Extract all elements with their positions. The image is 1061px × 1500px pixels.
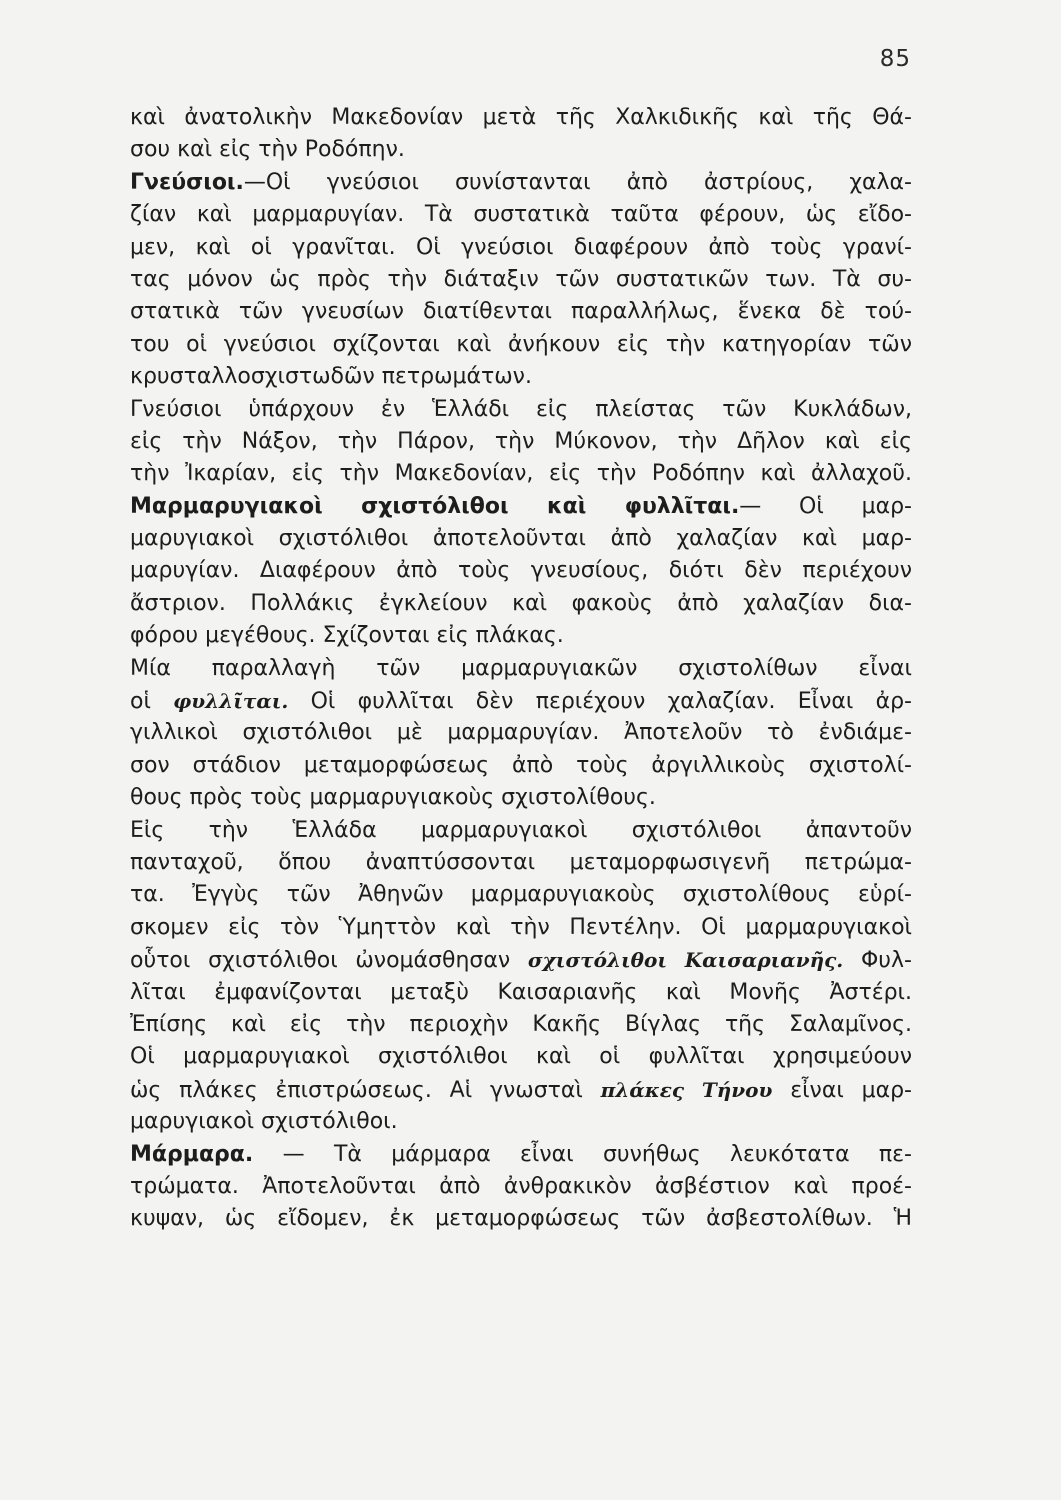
text-run: κρυσταλλοσχιστωδῶν πετρωμάτων. xyxy=(130,364,532,390)
text-line xyxy=(130,847,912,879)
text-line xyxy=(130,264,912,296)
text-line xyxy=(130,329,912,361)
text-run: —Οἱ γνεύσιοι συνίστανται ἀπὸ ἀστρίους, χαλα- xyxy=(243,169,912,195)
text-run: κυψαν, ὡς εἴδομεν, ἐκ μεταμορφώσεως τῶν ἀσβεστολίθων. Ἡ xyxy=(130,1206,912,1232)
text-line xyxy=(130,1106,912,1138)
text-run: εἰς τὴν Νάξον, τὴν Πάρον, τὴν Μύκονον, τὴν Δῆλον καὶ εἰς xyxy=(130,428,912,454)
text-line xyxy=(130,1139,912,1171)
text-run: Γνεύσιοι ὑπάρχουν ἐν Ἑλλάδι εἰς πλείστας τῶν Κυκλάδων, xyxy=(130,396,912,422)
text-line xyxy=(130,685,912,717)
text-run: μαρυγίαν. Διαφέρουν ἀπὸ τοὺς γνευσίους, διότι δὲν περιέχουν xyxy=(130,558,912,584)
text-run: καὶ ἀνατολικὴν Μακεδονίαν μετὰ τῆς Χαλκιδικῆς καὶ τῆς Θά- xyxy=(130,105,912,130)
text-run: σου καὶ εἰς τὴν Ροδόπην. xyxy=(130,137,405,163)
text-run: οὗτοι σχιστόλιθοι ὠνομάσθησαν xyxy=(130,948,528,974)
section-heading: Μάρμαρα. xyxy=(130,1141,254,1167)
page-number: 85 xyxy=(879,46,911,72)
text-line xyxy=(130,815,912,847)
text-run: σον στάδιον μεταμορφώσεως ἀπὸ τοὺς ἀργιλλικοὺς σχιστολί- xyxy=(130,752,912,778)
text-run: τα. Ἐγγὺς τῶν Ἀθηνῶν μαρμαρυγιακοὺς σχιστολίθους εὑρί- xyxy=(130,882,912,908)
text-line xyxy=(130,944,912,976)
text-line xyxy=(130,523,912,555)
text-line xyxy=(130,458,912,490)
text-line xyxy=(130,750,912,782)
text-run: Οἱ φυλλῖται δὲν περιέχουν χαλαζίαν. Εἶναι ἀρ- xyxy=(288,689,912,715)
text-run: φόρου μεγέθους. Σχίζονται εἰς πλάκας. xyxy=(130,623,564,649)
text-line xyxy=(130,199,912,231)
text-run: ζίαν καὶ μαρμαρυγίαν. Τὰ συστατικὰ ταῦτα φέρουν, ὡς εἴδο- xyxy=(130,202,912,228)
text-line xyxy=(130,296,912,328)
text-body xyxy=(130,102,912,1236)
text-run: πανταχοῦ, ὅπου ἀναπτύσσονται μεταμορφωσιγενῆ πετρώμα- xyxy=(130,849,912,875)
text-line xyxy=(130,426,912,458)
text-run: μαρυγιακοὶ σχιστόλιθοι. xyxy=(130,1109,398,1135)
text-run: — Οἱ μαρ- xyxy=(739,493,912,519)
text-line xyxy=(130,1041,912,1073)
text-run: Εἰς τὴν Ἑλλάδα μαρμαρυγιακοὶ σχιστόλιθοι ἀπαντοῦν xyxy=(130,817,912,843)
text-run: εἶναι μαρ- xyxy=(772,1077,912,1103)
text-line xyxy=(130,491,912,523)
text-line xyxy=(130,134,912,166)
text-line xyxy=(130,977,912,1009)
text-run: μαρυγιακοὶ σχιστόλιθοι ἀποτελοῦνται ἀπὸ χαλαζίαν καὶ μαρ- xyxy=(130,526,912,552)
text-run: ὡς πλάκες ἐπιστρώσεως. Αἱ γνωσταὶ xyxy=(130,1077,601,1103)
text-run: γιλλικοὶ σχιστόλιθοι μὲ μαρμαρυγίαν. Ἀποτελοῦν τὸ ἐνδιάμε- xyxy=(130,720,912,746)
text-run: — Τὰ μάρμαρα εἶναι συνήθως λευκότατα πε- xyxy=(253,1141,912,1167)
text-line xyxy=(130,879,912,911)
section-heading: Γνεύσιοι. xyxy=(130,169,244,195)
text-line xyxy=(130,653,912,685)
text-run: λῖται ἐμφανίζονται μεταξὺ Καισαριανῆς καὶ Μονῆς Ἀστέρι. xyxy=(130,979,912,1005)
text-run: Ἐπίσης καὶ εἰς τὴν περιοχὴν Κακῆς Βίγλας τῆς Σαλαμῖνος. xyxy=(130,1011,912,1037)
text-run: θους πρὸς τοὺς μαρμαρυγιακοὺς σχιστολίθους. xyxy=(130,785,656,811)
text-line xyxy=(130,620,912,652)
emphasis-term: σχιστόλιθοι Καισαριανῆς. xyxy=(527,948,844,973)
text-run: τὴν Ἰκαρίαν, εἰς τὴν Μακεδονίαν, εἰς τὴν Ροδόπην καὶ ἀλλαχοῦ. xyxy=(130,461,912,487)
text-line xyxy=(130,912,912,944)
text-run: Οἱ μαρμαρυγιακοὶ σχιστόλιθοι καὶ οἱ φυλλῖται χρησιμεύουν xyxy=(130,1044,912,1070)
emphasis-term: φυλλῖται. xyxy=(173,689,289,714)
text-run: σκομεν εἰς τὸν Ὑμηττὸν καὶ τὴν Πεντέλην. Οἱ μαρμαρυγιακοὶ xyxy=(130,914,912,940)
text-line xyxy=(130,717,912,749)
text-run: ἄστριον. Πολλάκις ἐγκλείουν καὶ φακοὺς ἀπὸ χαλαζίαν δια- xyxy=(130,590,912,616)
text-line xyxy=(130,394,912,426)
text-run: οἱ xyxy=(130,689,174,715)
text-line xyxy=(130,361,912,393)
text-run: τας μόνον ὡς πρὸς τὴν διάταξιν τῶν συστατικῶν των. Τὰ συ- xyxy=(130,266,912,292)
text-run: τρώματα. Ἀποτελοῦνται ἀπὸ ἀνθρακικὸν ἀσβέστιον καὶ προέ- xyxy=(130,1173,912,1199)
text-run: του οἱ γνεύσιοι σχίζονται καὶ ἀνήκουν εἰς τὴν κατηγορίαν τῶν xyxy=(130,331,912,357)
text-run: στατικὰ τῶν γνευσίων διατίθενται παραλλήλως, ἕνεκα δὲ τού- xyxy=(130,299,912,325)
text-line xyxy=(130,232,912,264)
text-run: Φυλ- xyxy=(843,948,912,974)
text-line xyxy=(130,1074,912,1106)
text-line xyxy=(130,102,912,134)
text-line xyxy=(130,1171,912,1203)
text-line xyxy=(130,167,912,199)
text-line xyxy=(130,588,912,620)
emphasis-term: πλάκες Τήνου xyxy=(600,1077,773,1102)
text-line xyxy=(130,1009,912,1041)
text-line xyxy=(130,782,912,814)
text-run: Μία παραλλαγὴ τῶν μαρμαρυγιακῶν σχιστολίθων εἶναι xyxy=(130,655,912,681)
text-line xyxy=(130,555,912,587)
text-run: μεν, καὶ οἱ γρανῖται. Οἱ γνεύσιοι διαφέρουν ἀπὸ τοὺς γρανί- xyxy=(130,234,912,260)
text-line xyxy=(130,1203,912,1235)
section-heading: Μαρμαρυγιακοὶ σχιστόλιθοι καὶ φυλλῖται. xyxy=(130,493,740,519)
